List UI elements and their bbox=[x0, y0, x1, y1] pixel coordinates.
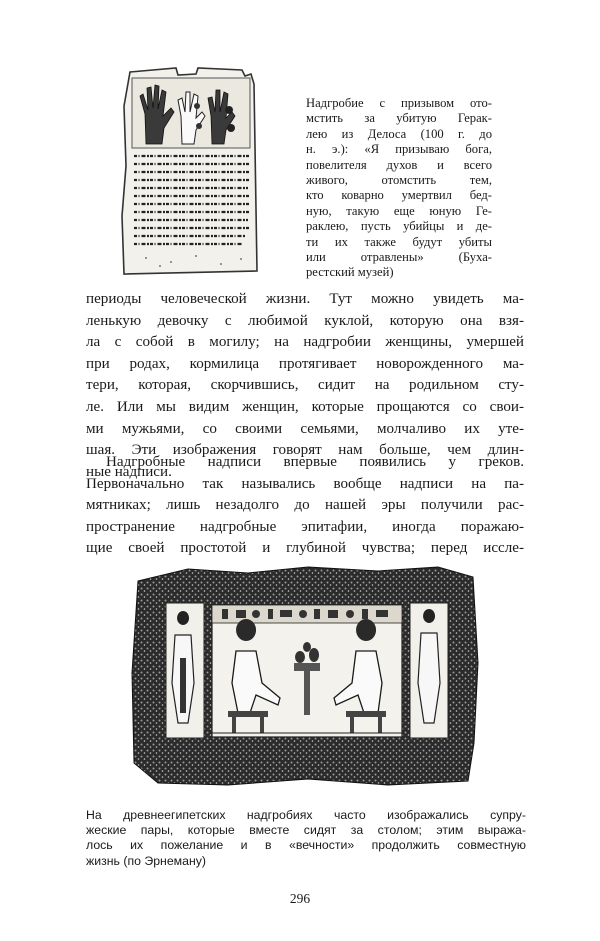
text-line: Первоначально так назывались вообще надписи на па- bbox=[86, 475, 524, 492]
relief-caption bbox=[86, 808, 526, 869]
text-line: ленькую девочку с любимой куклой, которую она взя- bbox=[86, 312, 524, 329]
caption-line: живого, отомстить тем, bbox=[306, 173, 492, 188]
text-line: ле. Или мы видим женщин, которые прощаются со свои- bbox=[86, 398, 524, 415]
caption-line: лось их пожелание и в «вечности» продолжить совместную bbox=[86, 838, 526, 853]
caption-line: ти их также будут убиты bbox=[306, 234, 492, 249]
caption-line: раклею, пусть убийцы и де- bbox=[306, 219, 492, 234]
stele-illustration bbox=[116, 66, 269, 276]
caption-line: повелителя духов и всего bbox=[306, 157, 492, 172]
caption-line: жеские пары, которые вместе сидят за столом; этим выража- bbox=[86, 823, 526, 838]
egyptian-relief-illustration bbox=[128, 563, 483, 787]
text-line: пространение надгробные эпитафии, иногда поражаю- bbox=[86, 518, 524, 535]
text-line: ми мужьями, со своими семьями, молчаливо их уте- bbox=[86, 420, 524, 437]
text-line: при родах, кормилица протягивает новорожденного ма- bbox=[86, 355, 524, 372]
text-line: ные надписи. bbox=[86, 463, 172, 480]
text-line: тери, которая, скорчившись, сидит на родильном сту- bbox=[86, 377, 524, 394]
page-number: 296 bbox=[289, 891, 311, 906]
stele-caption bbox=[306, 96, 492, 281]
caption-line: лею из Делоса (100 г. до bbox=[306, 126, 492, 141]
caption-line: н. э.): «Я призываю бога, bbox=[306, 142, 492, 157]
caption-line: или отравлены» (Буха- bbox=[306, 250, 492, 265]
caption-line: рестский музей) bbox=[306, 265, 394, 280]
text-line: шая. Эти изображения говорят нам больше, чем длин- bbox=[86, 442, 524, 459]
caption-line: жизнь (по Эрнеману) bbox=[86, 853, 206, 868]
stele-drawing bbox=[116, 66, 269, 276]
text-line: Надгробные надписи впервые появились у греков. bbox=[106, 454, 524, 470]
text-line: ла с собой в могилу; на надгробии женщины, умершей bbox=[86, 334, 524, 351]
text-line: щие своей простотой и глубиной чувства; перед иссле- bbox=[86, 540, 524, 557]
caption-line: Надгробие с призывом ото- bbox=[306, 96, 492, 110]
relief-drawing bbox=[128, 563, 483, 787]
text-line: периоды человеческой жизни. Тут можно увидеть ма- bbox=[86, 291, 524, 307]
caption-line: кто коварно умертвил бед- bbox=[306, 188, 492, 203]
text-line: мятниках; лишь незадолго до нашей эры получили рас- bbox=[86, 497, 524, 514]
caption-line: На древнеегипетских надгробиях часто изображались супру- bbox=[86, 808, 526, 822]
paragraph-2 bbox=[86, 452, 524, 560]
caption-line: мстить за убитую Герак- bbox=[306, 111, 492, 126]
caption-line: ную, такую еще юную Ге- bbox=[306, 203, 492, 218]
